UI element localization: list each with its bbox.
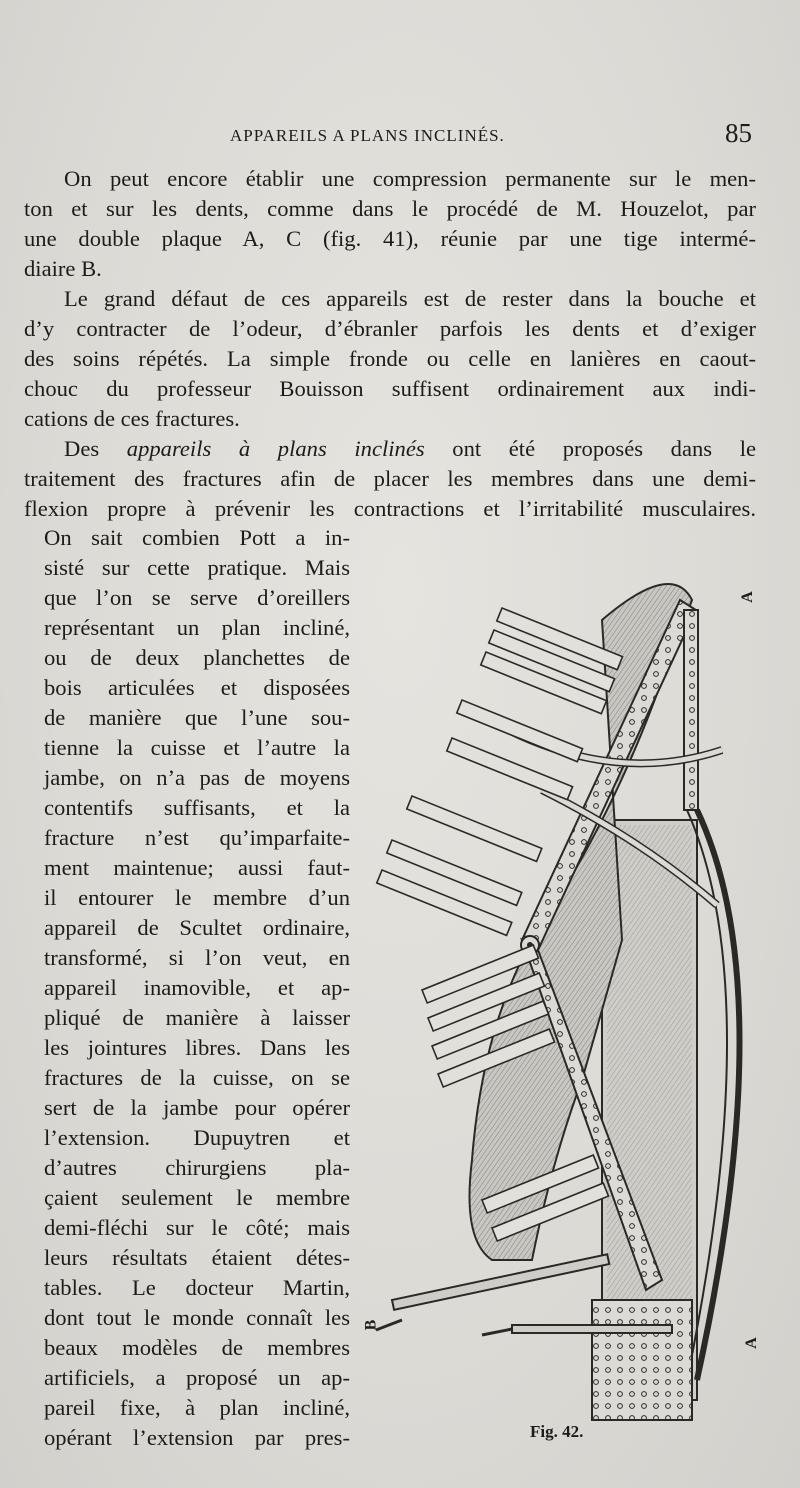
- column-text-line: les jointures libres. Dans les: [44, 1035, 350, 1060]
- text-line: cations de ces fractures.: [24, 406, 240, 431]
- paragraph-1: [24, 164, 756, 284]
- text-line: d’y contracter de l’odeur, d’ébranler parfois les dents et d’exiger: [24, 316, 756, 341]
- column-text-line: ment maintenue; aussi faut-: [44, 855, 350, 880]
- text-line: chouc du professeur Bouisson suffisent ordinairement aux indi-: [24, 376, 756, 401]
- figure-42-illustration: [362, 560, 772, 1440]
- running-head: APPAREILS A PLANS INCLINÉS.: [230, 126, 505, 145]
- column-text-line: appareil de Scultet ordinaire,: [44, 915, 350, 940]
- text-line: une double plaque A, C (fig. 41), réunie par une tige intermé-: [24, 226, 756, 251]
- italic-term: appareils à plans inclinés: [126, 436, 425, 461]
- page-number: 85: [725, 118, 752, 148]
- column-text-line: appareil inamovible, et ap-: [44, 975, 350, 1000]
- column-text-line: pliqué de manière à laisser: [44, 1005, 350, 1030]
- figure-label-left: B: [362, 1319, 380, 1331]
- column-text-line: On sait combien Pott a in-: [44, 525, 350, 550]
- column-text-line: jambe, on n’a pas de moyens: [44, 765, 350, 790]
- text-line: traitement des fractures afin de placer les membres dans une demi-: [24, 466, 756, 491]
- text-line: des soins répétés. La simple fronde ou celle en lanières en caout-: [24, 346, 756, 371]
- figure-label-bottom: A: [742, 1337, 760, 1349]
- column-text-line: leurs résultats étaient détes-: [44, 1245, 350, 1270]
- column-text-line: opérant l’extension par pres-: [44, 1425, 350, 1450]
- left-column-text: [44, 523, 350, 1453]
- column-text-line: artificiels, a proposé un ap-: [44, 1365, 350, 1390]
- column-text-line: bois articulées et disposées: [44, 675, 350, 700]
- text-line: flexion propre à prévenir les contractions et l’irritabilité musculaires.: [24, 496, 756, 521]
- text-line-with-italic: Des appareils à plans inclinés ont été proposés dans le: [64, 436, 756, 461]
- full-width-text: [24, 164, 756, 524]
- column-text-line: contentifs suffisants, et la: [44, 795, 350, 820]
- text-line: diaire B.: [24, 256, 102, 281]
- paragraph-2: [24, 284, 756, 434]
- column-text-line: tienne la cuisse et l’autre la: [44, 735, 350, 760]
- column-text-line: l’extension. Dupuytren et: [44, 1125, 350, 1150]
- figure-label-top: A: [738, 591, 756, 603]
- column-text-line: il entourer le membre d’un: [44, 885, 350, 910]
- column-text-line: sert de la jambe pour opérer: [44, 1095, 350, 1120]
- column-text-line: d’autres chirurgiens pla-: [44, 1155, 350, 1180]
- column-text-line: que l’on se serve d’oreillers: [44, 585, 350, 610]
- column-text-line: dont tout le monde connaît les: [44, 1305, 350, 1330]
- column-text-line: sisté sur cette pratique. Mais: [44, 555, 350, 580]
- text-line: Le grand défaut de ces appareils est de rester dans la bouche et: [64, 286, 756, 311]
- column-text-line: tables. Le docteur Martin,: [44, 1275, 350, 1300]
- figure-caption: Fig. 42.: [530, 1422, 584, 1441]
- column-text-line: çaient seulement le membre: [44, 1185, 350, 1210]
- column-text-line: représentant un plan incliné,: [44, 615, 350, 640]
- paragraph-3: [24, 434, 756, 524]
- column-text-line: beaux modèles de membres: [44, 1335, 350, 1360]
- column-text-line: demi-fléchi sur le côté; mais: [44, 1215, 350, 1240]
- text-line: ton et sur les dents, comme dans le procédé de M. Houzelot, par: [24, 196, 756, 221]
- inclined-plane-apparatus-drawing: [362, 560, 772, 1440]
- column-text-line: de manière que l’une sou-: [44, 705, 350, 730]
- column-text-line: pareil fixe, à plan incliné,: [44, 1395, 350, 1420]
- column-text-line: fracture n’est qu’imparfaite-: [44, 825, 350, 850]
- text-line: On peut encore établir une compression permanente sur le men-: [64, 166, 756, 191]
- column-text-line: transformé, si l’on veut, en: [44, 945, 350, 970]
- column-text-line: ou de deux planchettes de: [44, 645, 350, 670]
- column-text-line: fractures de la cuisse, on se: [44, 1065, 350, 1090]
- page-header: [44, 118, 756, 152]
